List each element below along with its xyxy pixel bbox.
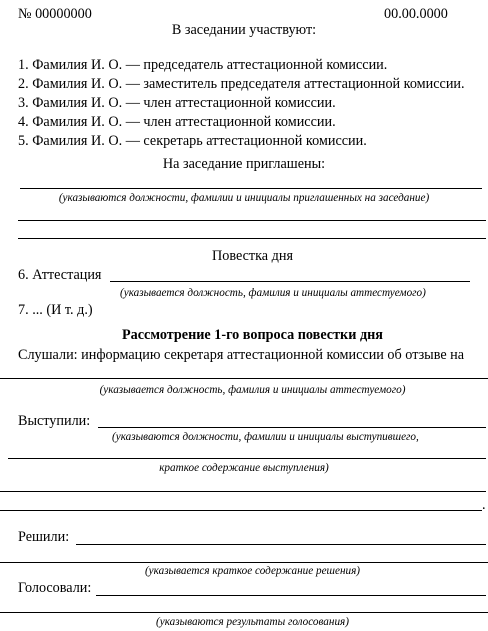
voted-line [96, 595, 486, 596]
decided-line [0, 562, 488, 563]
heard-hint: (указывается должность, фамилия и инициалы аттестуемого) [99, 384, 406, 396]
spoke-line [98, 427, 486, 428]
spoke-line [0, 491, 486, 492]
heard-line [0, 378, 488, 379]
voted-line [0, 612, 488, 613]
participant-item: 5. Фамилия И. О. — секретарь аттестационной комиссии. [18, 133, 367, 149]
participant-item: 4. Фамилия И. О. — член аттестационной комиссии. [18, 114, 336, 130]
invited-title: На заседание приглашены: [162, 156, 326, 172]
spoke-hint: (указываются должности, фамилии и инициалы выступившего, [112, 431, 419, 443]
invited-line [20, 188, 482, 189]
decided-hint: (указывается краткое содержание решения) [144, 565, 361, 577]
participant-item: 3. Фамилия И. О. — член аттестационной комиссии. [18, 95, 336, 111]
agenda-item-6: 6. Аттестация [18, 267, 102, 283]
spoke-end-dot: . [482, 497, 486, 513]
agenda-item-7: 7. ... (И т. д.) [18, 302, 93, 318]
participant-item: 1. Фамилия И. О. — председатель аттестационной комиссии. [18, 57, 388, 73]
agenda-item-6-line [110, 281, 470, 282]
participant-item: 2. Фамилия И. О. — заместитель председателя аттестационной комиссии. [18, 76, 465, 92]
agenda-item-6-hint: (указывается должность, фамилия и инициалы аттестуемого) [120, 287, 426, 299]
spoke-label: Выступили: [18, 413, 91, 429]
heard-text: Слушали: информацию секретаря аттестационной комиссии об отзыве на [18, 347, 465, 363]
invited-hint: (указываются должности, фамилии и инициалы приглашенных на заседание) [58, 192, 430, 204]
agenda-title: Повестка дня [212, 248, 293, 264]
voted-label: Голосовали: [18, 580, 92, 596]
spoke-line [8, 458, 486, 459]
document-number: № 00000000 [18, 6, 92, 22]
invited-line [18, 220, 486, 221]
review-title: Рассмотрение 1-го вопроса повестки дня [122, 327, 383, 343]
decided-line [76, 544, 486, 545]
participants-title: В заседании участвуют: [171, 22, 317, 38]
invited-line [18, 238, 486, 239]
decided-label: Решили: [18, 529, 70, 545]
spoke-line [0, 510, 482, 511]
voted-hint: (указываются результаты голосования) [156, 616, 349, 628]
document-date: 00.00.0000 [384, 6, 448, 22]
spoke-hint: краткое содержание выступления) [159, 462, 329, 474]
